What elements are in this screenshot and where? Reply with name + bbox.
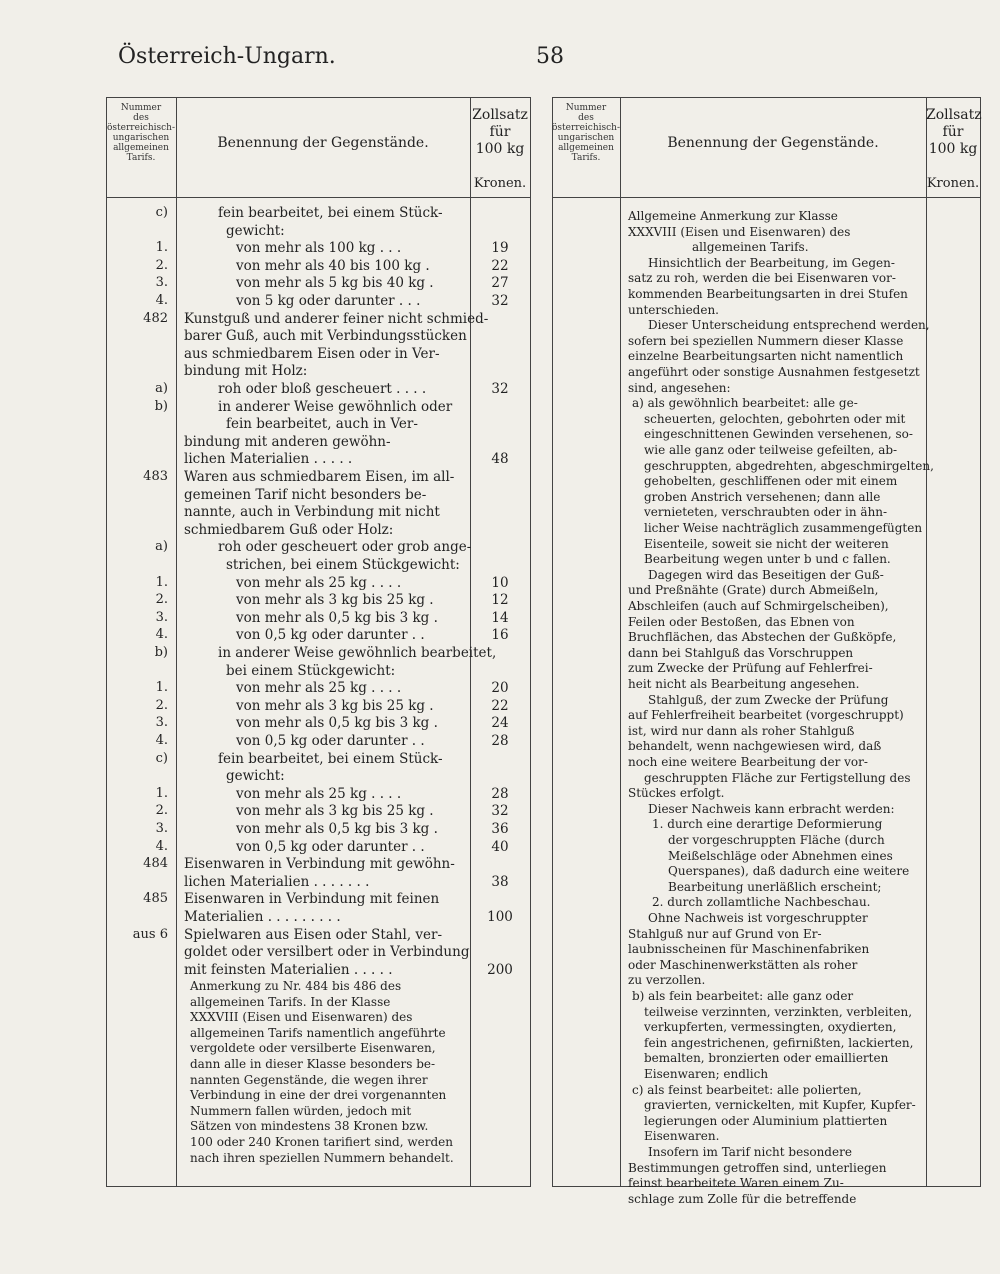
body-text-line: XXXVIII (Eisen und Eisenwaren) des (628, 224, 851, 239)
body-text-line: angeführt oder sonstige Ausnahmen festgesetzt (628, 365, 920, 379)
running-head-title: Österreich-Ungarn. (118, 44, 336, 69)
header-name: Benennung der Gegenstände. (217, 135, 429, 151)
footnote-line: Sätzen von mindestens 38 Kronen bzw. (190, 1119, 429, 1134)
body-text-line: noch eine weitere Bearbeitung der vor- (628, 755, 868, 769)
row-number: 3. (155, 821, 168, 836)
body-text-line: heit nicht als Bearbeitung angesehen. (628, 677, 860, 691)
body-text-line: Bearbeitung wegen unter b und c fallen. (644, 552, 891, 567)
table-rule-header (552, 197, 980, 198)
body-text-line: bemalten, bronzierten oder emaillierten (644, 1051, 889, 1066)
row-text: von 0,5 kg oder darunter . . (236, 838, 425, 855)
row-duty: 40 (491, 838, 509, 855)
row-number: 3. (155, 609, 168, 625)
body-text-line: sofern bei speziellen Nummern dieser Klasse (628, 333, 904, 348)
table-rule-number-column (176, 97, 177, 1187)
body-text-line: sind, angesehen: (628, 380, 731, 395)
row-text: bei einem Stückgewicht: (226, 662, 396, 679)
row-duty: 22 (491, 257, 509, 274)
row-text: gewicht: (226, 768, 285, 785)
table-rule-header (106, 197, 530, 198)
body-text-line: schlage zum Zolle für die betreffende (628, 1191, 857, 1206)
row-duty: 28 (491, 785, 509, 802)
row-text: von mehr als 3 kg bis 25 kg . (236, 592, 434, 609)
body-text-line: unterschieden. (628, 302, 719, 317)
body-text-line: 2. durch zollamtliche Nachbeschau. (652, 895, 871, 910)
body-text-line: allgemeinen Tarifs. (692, 240, 809, 255)
row-number: 4. (155, 293, 168, 308)
body-text-line: Insofern im Tarif nicht besondere (648, 1145, 852, 1159)
row-duty: 100 (487, 909, 513, 925)
row-duty: 28 (491, 733, 509, 749)
row-duty: 32 (491, 803, 509, 820)
body-text-line: gehobelten, geschliffenen oder mit einem (644, 474, 898, 489)
header-name: Benennung der Gegenstände. (667, 135, 879, 151)
table-rule-right-edge (980, 97, 981, 1187)
footnote-line: Verbindung in eine der drei vorgenannten (190, 1088, 447, 1103)
row-text: Spielwaren aus Eisen oder Stahl, ver- (184, 926, 443, 943)
table-rule-left-edge (552, 97, 553, 1187)
row-number: 3. (155, 715, 168, 731)
body-text-line: Eisenteile, soweit sie nicht der weiteren (644, 536, 889, 551)
row-text: roh oder bloß gescheuert . . . . (218, 381, 427, 397)
footnote-line: 100 oder 240 Kronen tarifiert sind, werden (190, 1135, 453, 1149)
body-text-line: scheuerten, gelochten, gebohrten oder mit (644, 411, 906, 426)
body-text-line: wie alle ganz oder teilweise gefeilten, ab- (644, 443, 898, 457)
page-number: 58 (536, 44, 564, 69)
row-number: c) (155, 205, 168, 220)
row-text: fein bearbeitet, bei einem Stück- (218, 750, 443, 767)
row-number: 2. (155, 803, 168, 819)
right-tariff-table (552, 97, 982, 1206)
footnote-line: nach ihren speziellen Nummern behandelt. (190, 1150, 454, 1165)
table-rule-bottom (106, 1186, 530, 1187)
body-text-line: Bearbeitung unerläßlich erscheint; (668, 879, 882, 894)
row-text: von mehr als 25 kg . . . . (236, 785, 402, 802)
header-number: Nummer des österreichisch- ungarischen allgemeinen Tarifs. (106, 103, 175, 163)
footnote-line: nannten Gegenstände, die wegen ihrer (190, 1072, 428, 1087)
body-text-line: Eisenwaren. (644, 1129, 720, 1144)
header-unit: Kronen. (473, 176, 527, 191)
row-duty: 24 (491, 715, 509, 732)
table-rule-top (106, 97, 530, 98)
row-text: von 0,5 kg oder darunter . . (236, 733, 425, 749)
body-text-line: feinst bearbeitete Waren einem Zu- (628, 1176, 844, 1191)
row-duty: 22 (491, 697, 509, 714)
body-text-line: Bestimmungen getroffen sind, unterliegen (628, 1160, 887, 1175)
body-text-line: c) als feinst bearbeitet: alle polierten, (632, 1082, 862, 1097)
body-text-line: a) als gewöhnlich bearbeitet: alle ge- (632, 396, 858, 411)
row-number: 484 (143, 856, 168, 872)
row-number: 4. (155, 838, 168, 854)
row-text: fein bearbeitet, auch in Ver- (226, 416, 418, 433)
row-text: von mehr als 5 kg bis 40 kg . (236, 275, 434, 292)
row-number: 485 (143, 891, 168, 907)
row-text: mit feinsten Materialien . . . . . (184, 961, 393, 978)
body-text-line: Abschleifen (auch auf Schmirgelscheiben), (628, 599, 889, 613)
row-text: gemeinen Tarif nicht besonders be- (184, 486, 427, 503)
row-number: 3. (155, 275, 168, 291)
footnote-line: XXXVIII (Eisen und Eisenwaren) des (190, 1010, 413, 1025)
row-text: von mehr als 3 kg bis 25 kg . (236, 803, 434, 820)
header-duty: Zollsatz für 100 kg (472, 107, 528, 157)
row-number: b) (154, 398, 168, 414)
row-number: a) (155, 539, 168, 555)
body-text-line: groben Anstrich versehenen; dann alle (644, 489, 881, 504)
body-text-line: ist, wird nur dann als roher Stahlguß (628, 723, 855, 738)
body-text-line: kommenden Bearbeitungsarten in drei Stufen (628, 287, 908, 301)
table-rule-duty-column (470, 97, 471, 1187)
footnote-line: allgemeinen Tarifs namentlich angeführte (190, 1025, 446, 1040)
row-number: b) (154, 645, 168, 660)
body-text-line: auf Fehlerfreiheit bearbeitet (vorgeschruppt) (628, 708, 904, 723)
row-text: Kunstguß und anderer feiner nicht schmied- (184, 310, 489, 327)
row-text: von mehr als 25 kg . . . . (236, 574, 402, 591)
row-duty: 14 (491, 609, 509, 626)
body-text-line: behandelt, wenn nachgewiesen wird, daß (628, 739, 882, 754)
row-text: von mehr als 0,5 kg bis 3 kg . (236, 821, 438, 837)
body-text-line: einzelne Bearbeitungsarten nicht namentlich (628, 349, 904, 364)
header-unit: Kronen. (926, 176, 980, 191)
body-text-line: b) als fein bearbeitet: alle ganz oder (632, 989, 854, 1003)
row-text: von 0,5 kg oder darunter . . (236, 627, 425, 644)
row-number: 483 (143, 469, 168, 484)
row-text: schmiedbarem Guß oder Holz: (184, 521, 394, 538)
row-text: roh oder gescheuert oder grob ange- (218, 539, 472, 556)
row-text: Waren aus schmiedbarem Eisen, im all- (184, 469, 455, 485)
row-duty: 38 (491, 873, 509, 890)
body-text-line: verkupferten, vermessingten, oxydierten, (644, 1020, 897, 1035)
body-text-line: Hinsichtlich der Bearbeitung, im Gegen- (648, 255, 895, 270)
footnote-line: vergoldete oder versilberte Eisenwaren, (190, 1041, 436, 1056)
row-number: 2. (155, 257, 168, 273)
row-text: barer Guß, auch mit Verbindungsstücken (184, 328, 467, 345)
row-number: 2. (155, 592, 168, 608)
body-text-line: Meißelschläge oder Abnehmen eines (668, 848, 893, 863)
body-text-line: Stahlguß nur auf Grund von Er- (628, 926, 822, 941)
row-text: Materialien . . . . . . . . . (184, 909, 341, 925)
row-number: 1. (155, 785, 168, 801)
footnote-line: allgemeinen Tarifs. In der Klasse (190, 994, 391, 1009)
body-text-line: oder Maschinenwerkstätten als roher (628, 957, 858, 972)
row-text: von mehr als 100 kg . . . (236, 240, 402, 257)
row-duty: 48 (491, 451, 509, 468)
table-rule-right-edge (530, 97, 531, 1187)
row-duty: 20 (491, 680, 509, 697)
row-text: strichen, bei einem Stückgewicht: (226, 557, 460, 573)
row-text: von mehr als 0,5 kg bis 3 kg . (236, 609, 438, 626)
row-duty: 10 (491, 574, 509, 591)
body-text-line: geschruppten Fläche zur Fertigstellung des (644, 770, 911, 785)
footnote-line: Anmerkung zu Nr. 484 bis 486 des (190, 979, 402, 993)
body-text-line: laubnisscheinen für Maschinenfabriken (628, 942, 870, 957)
row-number: a) (155, 381, 168, 396)
body-text-line: licher Weise nachträglich zusammengefügten (644, 521, 923, 535)
body-text-line: Dagegen wird das Beseitigen der Guß- (648, 567, 884, 582)
row-text: von mehr als 40 bis 100 kg . (236, 257, 430, 274)
body-text-line: der vorgeschruppten Fläche (durch (668, 833, 885, 847)
left-tariff-table (106, 97, 530, 1187)
row-text: bindung mit Holz: (184, 363, 308, 380)
body-text-line: vernieteten, verschraubten oder in ähn- (644, 505, 888, 520)
row-duty: 32 (491, 381, 509, 397)
row-duty: 27 (491, 275, 509, 292)
row-number: 1. (155, 240, 168, 256)
row-duty: 36 (491, 821, 509, 837)
row-text: von mehr als 25 kg . . . . (236, 680, 402, 697)
row-number: aus 6 (132, 926, 168, 942)
row-duty: 16 (491, 627, 509, 644)
row-number: 1. (155, 680, 168, 696)
row-text: Eisenwaren in Verbindung mit gewöhn- (184, 856, 455, 873)
row-duty: 32 (491, 293, 509, 309)
body-text-line: Ohne Nachweis ist vorgeschruppter (648, 911, 868, 925)
body-text-line: Stahlguß, der zum Zwecke der Prüfung (648, 692, 889, 707)
row-text: in anderer Weise gewöhnlich oder (218, 398, 453, 415)
row-number: 2. (155, 697, 168, 713)
body-text-line: Dieser Unterscheidung entsprechend werden, (648, 318, 930, 333)
body-text-line: teilweise verzinnten, verzinkten, verbleiten, (644, 1004, 913, 1019)
body-text-line: zu verzollen. (628, 973, 706, 988)
row-text: Eisenwaren in Verbindung mit feinen (184, 891, 440, 908)
row-duty: 200 (487, 961, 513, 978)
body-text-line: Eisenwaren; endlich (644, 1067, 769, 1081)
row-text: goldet oder versilbert oder in Verbindung (184, 944, 470, 961)
body-text-line: satz zu roh, werden die bei Eisenwaren vor- (628, 271, 896, 286)
row-number: 4. (155, 627, 168, 643)
row-text: bindung mit anderen gewöhn- (184, 433, 391, 450)
body-text-line: geschruppten, abgedrehten, abgeschmirgelten, (644, 458, 934, 473)
row-number: c) (155, 750, 168, 766)
body-text-line: gravierten, vernickelten, mit Kupfer, Kupfer- (644, 1098, 916, 1113)
row-number: 482 (143, 310, 168, 326)
body-text-line: Allgemeine Anmerkung zur Klasse (628, 209, 838, 223)
table-rule-number-column (620, 97, 621, 1187)
row-number: 1. (155, 574, 168, 590)
body-text-line: Querspanes), daß dadurch eine weitere (668, 864, 910, 879)
row-text: lichen Materialien . . . . . (184, 451, 353, 468)
table-rule-top (552, 97, 980, 98)
body-text-line: Stückes erfolgt. (628, 786, 725, 801)
body-text-line: eingeschnittenen Gewinden versehenen, so- (644, 427, 913, 442)
row-text: aus schmiedbarem Eisen oder in Ver- (184, 345, 440, 362)
body-text-line: Bruchflächen, das Abstechen der Gußköpfe, (628, 630, 897, 645)
body-text-line: dann bei Stahlguß das Vorschruppen (628, 645, 854, 660)
footnote-line: dann alle in dieser Klasse besonders be- (190, 1057, 436, 1071)
footnote-line: Nummern fallen würden, jedoch mit (190, 1103, 412, 1118)
row-text: von mehr als 0,5 kg bis 3 kg . (236, 715, 438, 732)
body-text-line: zum Zwecke der Prüfung auf Fehlerfrei- (628, 661, 873, 676)
row-text: fein bearbeitet, bei einem Stück- (218, 205, 443, 221)
row-text: gewicht: (226, 222, 285, 239)
body-text-line: fein angestrichenen, gefirnißten, lackierten, (644, 1035, 914, 1050)
header-number: Nummer des österreichisch- ungarischen allgemeinen Tarifs. (552, 103, 621, 163)
body-text-line: legierungen oder Aluminium plattierten (644, 1113, 888, 1128)
row-duty: 19 (491, 240, 509, 257)
body-text-line: 1. durch eine derartige Deformierung (652, 817, 883, 832)
row-text: von 5 kg oder darunter . . . (236, 293, 421, 309)
body-text-line: Dieser Nachweis kann erbracht werden: (648, 801, 895, 816)
table-rule-duty-column (926, 97, 927, 1187)
row-text: nannte, auch in Verbindung mit nicht (184, 504, 440, 521)
row-text: von mehr als 3 kg bis 25 kg . (236, 697, 434, 714)
row-text: lichen Materialien . . . . . . . (184, 873, 370, 890)
row-number: 4. (155, 733, 168, 748)
row-duty: 12 (491, 592, 509, 609)
body-text-line: und Preßnähte (Grate) durch Abmeißeln, (628, 583, 879, 598)
row-text: in anderer Weise gewöhnlich bearbeitet, (218, 645, 497, 661)
header-duty: Zollsatz für 100 kg (926, 107, 982, 157)
body-text-line: Feilen oder Bestoßen, das Ebnen von (628, 614, 855, 629)
